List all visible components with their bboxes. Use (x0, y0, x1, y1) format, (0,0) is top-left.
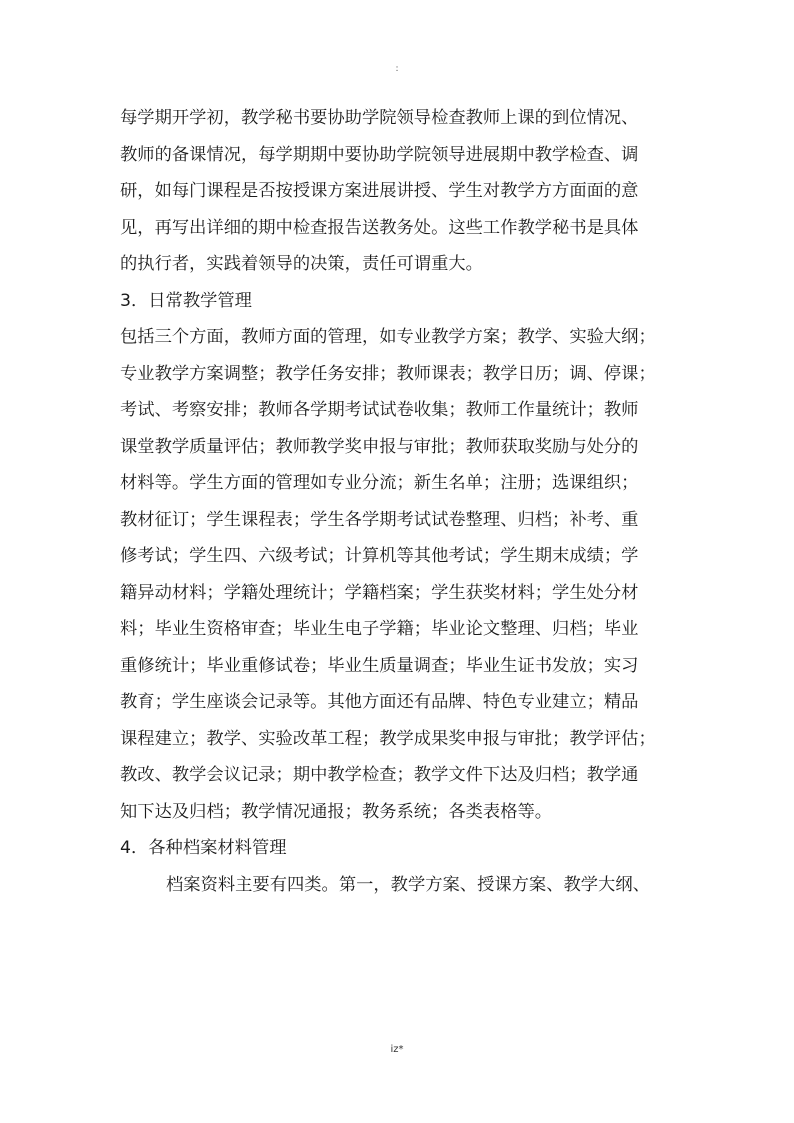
paragraph-line: 籍异动材料；学籍处理统计；学籍档案；学生获奖材料；学生处分材 (120, 582, 639, 603)
paragraph-line: 教材征订；学生课程表；学生各学期考试试卷整理、归档；补考、重 (120, 509, 639, 530)
paragraph-line: 重修统计；毕业重修试卷；毕业生质量调查；毕业生证书发放；实习 (120, 655, 639, 676)
section-heading: 4．各种档案材料管理 (120, 838, 287, 858)
paragraph-line: 研，如每门课程是否按授课方案进展讲授、学生对教学方方面面的意 (120, 181, 639, 201)
paragraph-line: 修考试；学生四、六级考试；计算机等其他考试；学生期末成绩；学 (120, 546, 639, 566)
paragraph-line: 教改、教学会议记录；期中教学检查；教学文件下达及归档；教学通 (120, 765, 639, 785)
paragraph-line: 包括三个方面，教师方面的管理，如专业教学方案；教学、实验大纲； (120, 327, 656, 347)
page-footer-mark: iz* (390, 1044, 404, 1055)
paragraph-line: 课堂教学质量评估；教师教学奖申报与审批；教师获取奖励与处分的 (120, 436, 639, 457)
paragraph-line: 课程建立；教学、实验改革工程；教学成果奖申报与审批；教学评估； (120, 728, 656, 749)
document-body (120, 100, 680, 903)
paragraph-line: 专业教学方案调整；教学任务安排；教师课表；教学日历；调、停课； (120, 363, 656, 384)
paragraph-line: 每学期开学初，教学秘书要协助学院领导检查教师上课的到位情况、 (120, 108, 639, 128)
paragraph-line: 的执行者，实践着领导的决策，责任可谓重大。 (120, 254, 483, 274)
paragraph-line: 材料等。学生方面的管理如专业分流；新生名单；注册；选课组织； (120, 473, 639, 493)
paragraph-line: 见，再写出详细的期中检查报告送教务处。这些工作教学秘书是具体 (120, 217, 639, 238)
page-header-mark: : (395, 64, 399, 74)
section-heading: 3．日常教学管理 (120, 290, 252, 311)
paragraph-line: 教育；学生座谈会记录等。其他方面还有品牌、特色专业建立；精品 (120, 692, 639, 712)
paragraph-line: 考试、考察安排；教师各学期考试试卷收集；教师工作量统计；教师 (120, 400, 639, 420)
paragraph-line: 档案资料主要有四类。第一，教学方案、授课方案、教学大纲、 (166, 874, 650, 895)
paragraph-line: 教师的备课情况，每学期期中要协助学院领导进展期中教学检查、调 (120, 144, 639, 165)
paragraph-line: 知下达及归档；教学情况通报；教务系统；各类表格等。 (120, 801, 553, 822)
paragraph-line: 料；毕业生资格审查；毕业生电子学籍；毕业论文整理、归档；毕业 (120, 619, 639, 639)
